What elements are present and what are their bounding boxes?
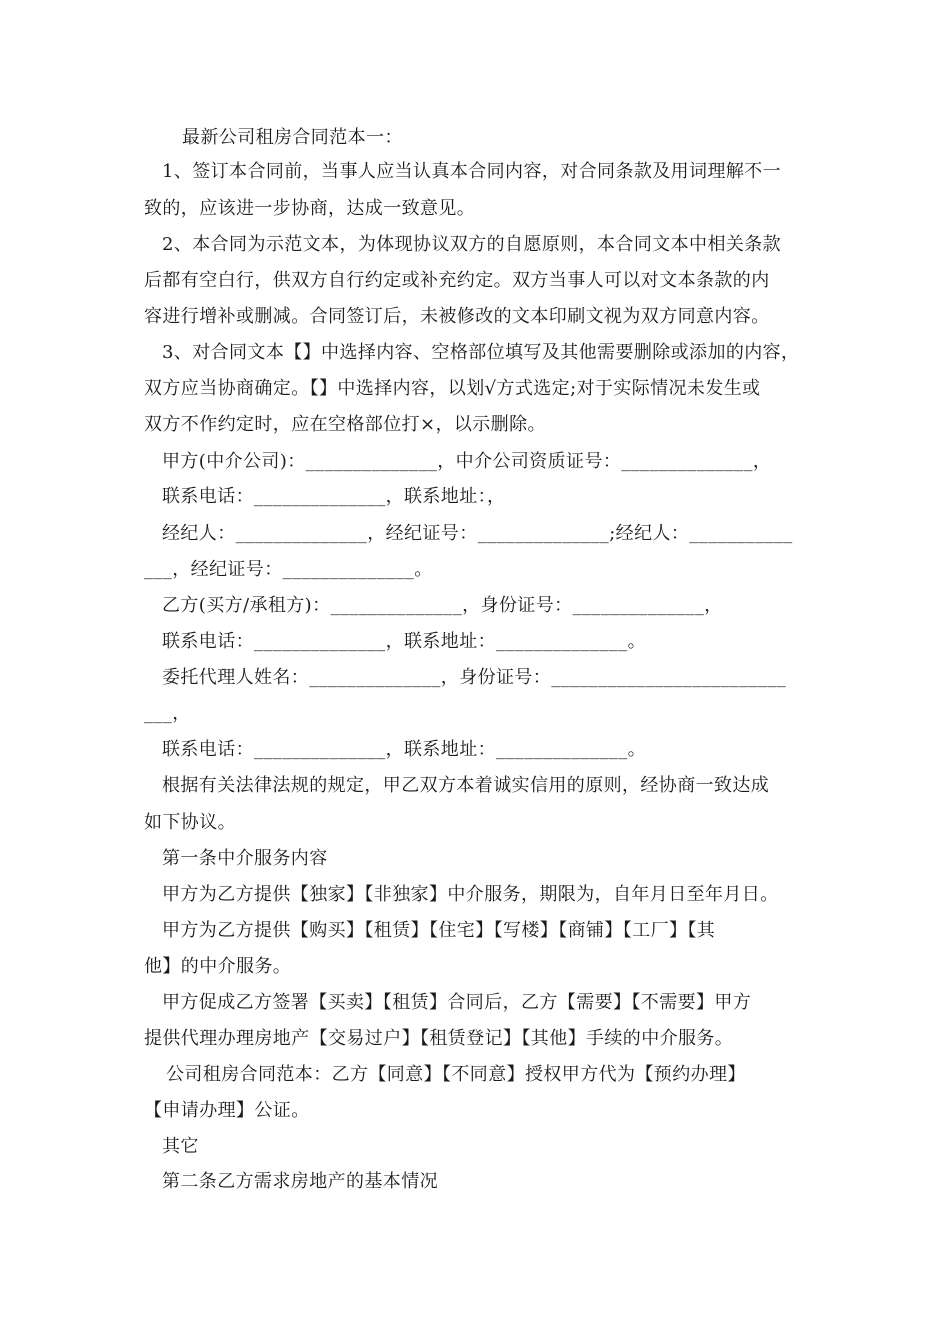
paragraph-line: 后都有空白行，供双方自行约定或补充约定。双方当事人可以对文本条款的内 (144, 270, 770, 291)
party-b-line: 乙方(买方/承租方)：______________，身份证号：______________， (162, 595, 723, 616)
paragraph-line: 他】的中介服务。 (144, 956, 292, 977)
paragraph-line: 公司租房合同范本：乙方【同意】【不同意】授权甲方代为【预约办理】 (166, 1064, 746, 1085)
paragraph-line: 其它 (162, 1136, 199, 1157)
paragraph-line: 甲方为乙方提供【购买】【租赁】【住宅】【写楼】【商铺】【工厂】【其 (162, 920, 716, 941)
section-heading: 第二条乙方需求房地产的基本情况 (162, 1171, 438, 1192)
document-title: 最新公司租房合同范本一： (182, 127, 403, 148)
paragraph-line: 双方应当协商确定。【】中选择内容，以划√方式选定;对于实际情况未发生或 (144, 378, 761, 399)
agent-line-cont: ___，经纪证号：______________。 (144, 559, 433, 580)
contact-line: 联系电话：______________，联系地址：______________。 (162, 631, 646, 652)
paragraph-line: 双方不作约定时，应在空格部位打×，以示删除。 (144, 414, 546, 435)
party-a-line: 甲方(中介公司)：______________，中介公司资质证号：______________， (162, 451, 772, 472)
paragraph-line: 甲方促成乙方签署【买卖】【租赁】合同后，乙方【需要】【不需要】甲方 (162, 992, 752, 1013)
paragraph-line: 如下协议。 (144, 812, 236, 833)
paragraph-line: 1、签订本合同前，当事人应当认真本合同内容，对合同条款及用词理解不一 (162, 161, 782, 182)
paragraph-line: 3、对合同文本【】中选择内容、空格部位填写及其他需要删除或添加的内容， (162, 342, 800, 363)
paragraph-line: 容进行增补或删减。合同签订后，未被修改的文本印刷文视为双方同意内容。 (144, 306, 770, 327)
section-heading: 第一条中介服务内容 (162, 848, 328, 869)
paragraph-line: 【申请办理】公证。 (144, 1100, 310, 1121)
contact-line: 联系电话：______________，联系地址：， (162, 486, 506, 507)
paragraph-line: 甲方为乙方提供【独家】【非独家】中介服务，期限为，自年月日至年月日。 (162, 884, 779, 905)
paragraph-line: 致的，应该进一步协商，达成一致意见。 (144, 198, 476, 219)
proxy-line-cont: ___， (144, 703, 191, 724)
paragraph-line: 根据有关法律法规的规定，甲乙双方本着诚实信用的原则，经协商一致达成 (162, 775, 770, 796)
contact-line: 联系电话：______________，联系地址：______________。 (162, 739, 646, 760)
paragraph-line: 2、本合同为示范文本，为体现协议双方的自愿原则，本合同文本中相关条款 (162, 234, 782, 255)
paragraph-line: 提供代理办理房地产【交易过户】【租赁登记】【其他】手续的中介服务。 (144, 1028, 734, 1049)
agent-line: 经纪人：______________，经纪证号：______________;经纪人：___________ (162, 523, 793, 544)
proxy-line: 委托代理人姓名：______________，身份证号：_________________________ (162, 667, 787, 688)
